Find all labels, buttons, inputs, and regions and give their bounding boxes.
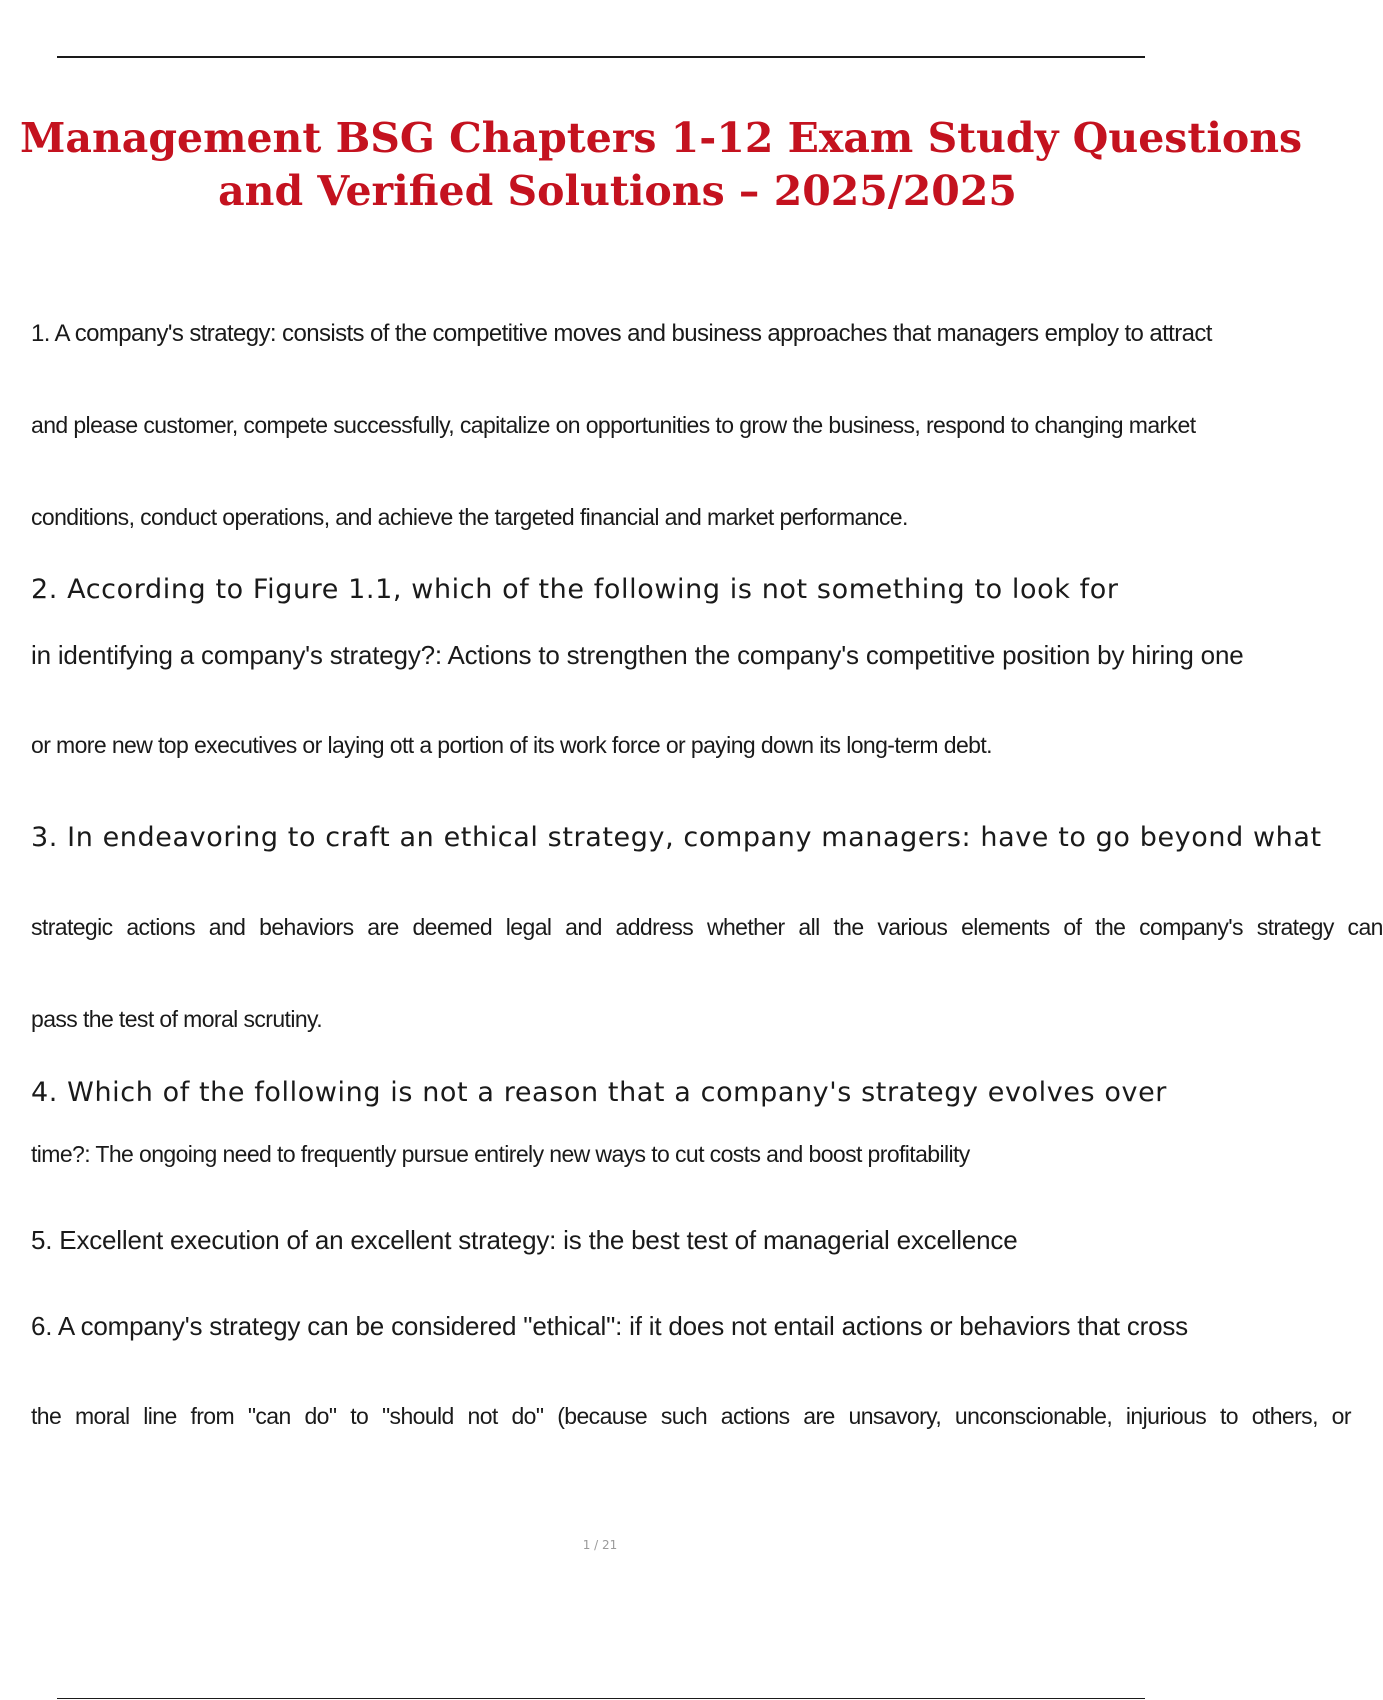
question-2-line-3: or more new top executives or laying ott a portion of its work force or paying down its long-term debt. (31, 732, 992, 758)
top-rule (57, 56, 1145, 58)
question-6-line-2: the moral line from "can do" to "should not do" (because such actions are unsavory, unconscionable, injurious to others, or (31, 1403, 1351, 1429)
question-6 (31, 1311, 1351, 1443)
question-2 (31, 574, 1244, 772)
question-1-line-2: and please customer, compete successfully, capitalize on opportunities to grow the business, respond to changing market (31, 412, 1196, 438)
question-5 (31, 1225, 1200, 1265)
title-line-1: Management BSG Chapters 1-12 Exam Study Questions (20, 114, 1303, 162)
question-5-line-1: 5. Excellent execution of an excellent strategy: is the best test of managerial excellence (31, 1225, 1018, 1255)
question-3-line-3: pass the test of moral scrutiny. (31, 1006, 322, 1032)
bottom-rule (57, 1698, 1145, 1699)
question-3-line-1: 3. In endeavoring to craft an ethical strategy, company managers: have to go beyond what (31, 822, 1322, 853)
question-6-line-1: 6. A company's strategy can be considered "ethical": if it does not entail actions or behaviors that cross (31, 1311, 1188, 1341)
document-title (20, 112, 1303, 218)
question-4-line-1: 4. Which of the following is not a reason that a company's strategy evolves over (31, 1077, 1167, 1108)
question-2-line-2: in identifying a company's strategy?: Actions to strengthen the company's competitive position by hiring one (31, 640, 1244, 670)
question-4 (31, 1077, 1200, 1181)
question-1 (31, 320, 1212, 544)
question-4-line-2: time?: The ongoing need to frequently pursue entirely new ways to cut costs and boost profitability (31, 1141, 970, 1167)
question-1-line-3: conditions, conduct operations, and achieve the targeted financial and market performance. (31, 504, 908, 530)
page-number: 1 / 21 (582, 1538, 618, 1552)
question-1-line-1: 1. A company's strategy: consists of the competitive moves and business approaches that managers employ to attract (31, 320, 1212, 347)
question-3-line-2: strategic actions and behaviors are deemed legal and address whether all the various elements of the company's strategy can (31, 914, 1383, 940)
question-2-line-1: 2. According to Figure 1.1, which of the following is not something to look for (31, 574, 1119, 605)
title-line-2: and Verified Solutions – 2025/2025 (218, 167, 1017, 215)
question-3 (31, 822, 1383, 1046)
